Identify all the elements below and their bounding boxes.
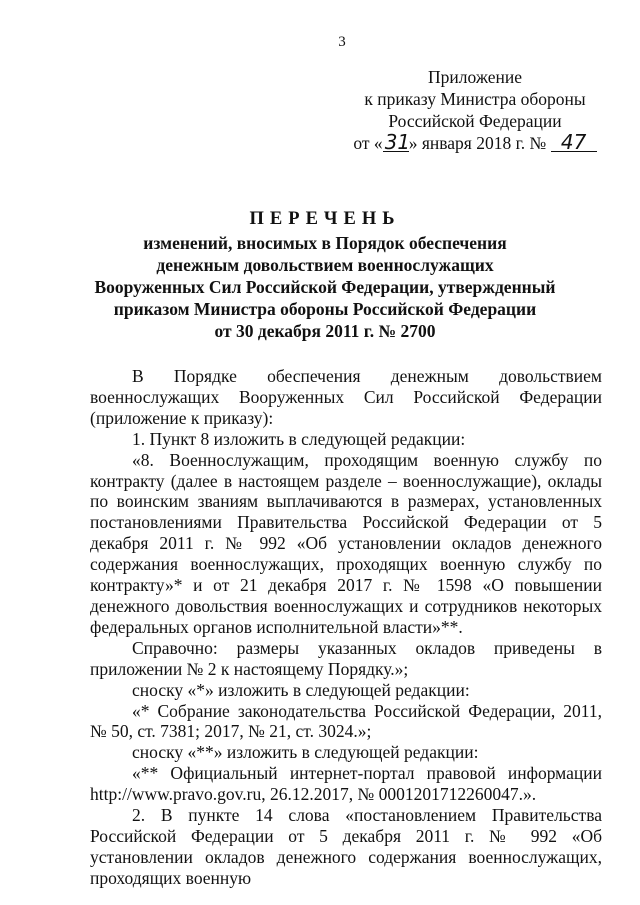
page-number: 3 [338, 34, 346, 50]
paragraph-footnote-1-heading: сноску «*» изложить в следующей редакции: [132, 679, 470, 700]
appendix-header [340, 66, 610, 154]
paragraph-item-1: 1. Пункт 8 изложить в следующей редакции: [132, 428, 466, 449]
paragraph-intro: В Порядке обеспечения денежным довольствием военнослужащих Вооруженных Сил Российской Федерации (приложение к приказу): [90, 366, 602, 428]
appendix-date-line [340, 132, 610, 154]
paragraph-item-8-text: «8. Военнослужащим, проходящим военную службу по контракту (далее в настоящем разделе – военнослужащие), оклады по воинским званиям выплачиваются в размерах, установленных постановлениями Правительства Российской Федерации от 5 декабря 2011 г. № 992 «Об установлении окладов денежного содержания военнослужащих, проходящих военную службу по контракту»* и от 21 декабря 2017 г. № 1598 «О повышении денежного довольствия военнослужащих и сотрудников некоторых федеральных органов исполнительной власти»**. [90, 449, 602, 637]
handwritten-day: 31 [384, 130, 411, 154]
appendix-label: Приложение [428, 67, 522, 87]
title-line-1: изменений, вносимых в Порядок обеспечения [143, 233, 507, 253]
paragraph-reference-note: Справочно: размеры указанных окладов приведены в приложении № 2 к настоящему Порядку.»; [90, 637, 602, 679]
date-middle: » января 2018 г. № [408, 133, 547, 153]
title-line-5: от 30 декабря 2011 г. № 2700 [214, 321, 436, 341]
paragraph-footnote-2-heading: сноску «**» изложить в следующей редакции: [132, 742, 479, 763]
title-subtitle [90, 232, 560, 342]
date-prefix: от « [353, 133, 383, 153]
title-line-2: денежным довольствием военнослужащих [156, 255, 494, 275]
paragraph-footnote-1-text: «* Собрание законодательства Российской Федерации, 2011, № 50, ст. 7381; 2017, № 21, ст. 3024.»; [90, 700, 602, 742]
paragraph-item-2: 2. В пункте 14 слова «постановлением Правительства Российской Федерации от 5 декабря 2011 г. № 992 «Об установлении окладов денежного содержания военнослужащих, проходящих военную [90, 805, 602, 888]
handwritten-order-number: 47 [551, 133, 597, 152]
document-body [90, 366, 602, 889]
title-main: ПЕРЕЧЕНЬ [249, 209, 401, 229]
title-line-4: приказом Министра обороны Российской Федерации [113, 299, 537, 319]
title-line-3: Вооруженных Сил Российской Федерации, утвержденный [94, 277, 556, 297]
appendix-order-ref: к приказу Министра обороны [364, 89, 586, 109]
document-title [90, 206, 560, 342]
paragraph-footnote-2-text: «** Официальный интернет-портал правовой информации http://www.pravo.gov.ru, 26.12.2017, № 0001201712260047.». [90, 763, 602, 805]
appendix-federation: Российской Федерации [388, 111, 562, 131]
